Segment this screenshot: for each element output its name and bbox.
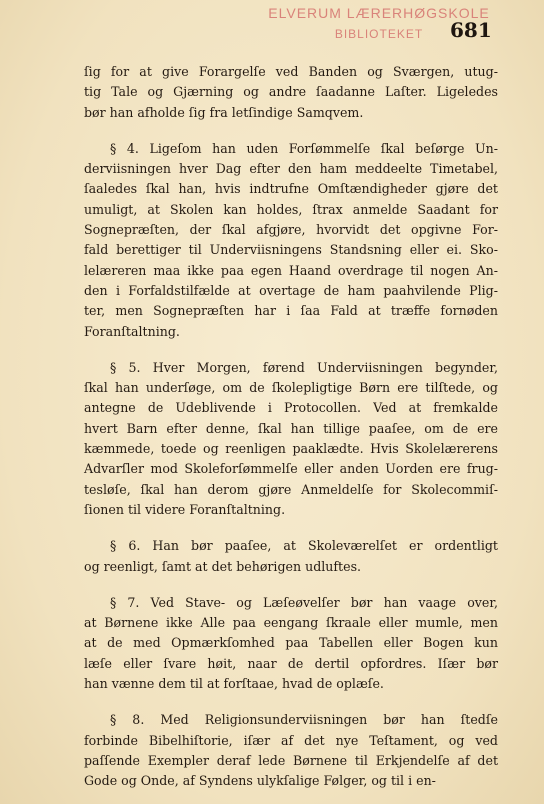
- page-body: [84, 62, 498, 792]
- text-line: [84, 536, 498, 556]
- text-line-content: paſſende Exempler deraf lede Børnene til Erkjendelſe af det: [84, 752, 498, 768]
- paragraph-gap: [84, 342, 498, 358]
- text-line: [84, 557, 498, 577]
- text-line-content: at de med Opmærkſomhed paa Tabellen eller Bogen kun: [84, 635, 498, 651]
- text-line-content: fald berettiger til Underviisningens Standsning eller ei. Sko-: [84, 242, 498, 258]
- paragraph-gap: [84, 123, 498, 139]
- text-line: [84, 710, 498, 730]
- text-line: [84, 358, 498, 378]
- text-line: [84, 179, 498, 199]
- paragraph: [84, 536, 498, 577]
- text-line-content: Gode og Onde, af Syndens ulykſalige Følger, og til i en-: [84, 773, 436, 789]
- text-line: [84, 674, 498, 694]
- text-line: [84, 654, 498, 674]
- paragraph: [84, 710, 498, 791]
- text-line: [84, 220, 498, 240]
- text-line-content: tig Tale og Gjærning og andre ſaadanne Laſter. Ligeledes: [84, 84, 498, 100]
- text-line-content: ter, men Sognepræſten har i ſaa Fald at træffe fornøden: [84, 303, 498, 319]
- text-line: [84, 731, 498, 751]
- paragraph: [84, 593, 498, 694]
- text-line: [84, 633, 498, 653]
- paragraph: [84, 62, 498, 123]
- stamp-line-1: ELVERUM LÆRERHØGSKOLE: [268, 5, 490, 21]
- paragraph-gap: [84, 577, 498, 593]
- text-line-content: § 6. Han bør paaſee, at Skoleværelſet er ordentligt: [110, 538, 498, 554]
- text-line: [84, 613, 498, 633]
- text-line: [84, 301, 498, 321]
- paragraph-gap: [84, 694, 498, 710]
- text-line-content: ſionen til videre Foranſtaltning.: [84, 501, 286, 517]
- text-line: [84, 398, 498, 418]
- text-line-content: ſkal han underſøge, om de ſkolepligtige Børn ere tilſtede, og: [84, 380, 498, 396]
- text-line-content: Advarſler mod Skoleforſømmelſe eller anden Uorden ere frug-: [84, 461, 498, 477]
- text-line: [84, 480, 498, 500]
- text-line-content: derviisningen hver Dag efter den ham meddeelte Timetabel,: [84, 161, 498, 177]
- text-line-content: umuligt, at Skolen kan holdes, ſtrax anmelde Saadant for: [84, 201, 498, 217]
- text-line: [84, 459, 498, 479]
- text-line: [84, 240, 498, 260]
- text-line-content: Sognepræſten, der ſkal afgjøre, hvorvidt det opgivne For-: [84, 222, 498, 238]
- text-line-content: antegne de Udeblivende i Protocollen. Ved at fremkalde: [84, 400, 498, 416]
- paragraph: [84, 358, 498, 520]
- text-line-content: § 5. Hver Morgen, førend Underviisningen begynder,: [110, 359, 498, 375]
- text-line-content: kæmmede, toede og reenligen paaklædte. Hvis Skolelærerens: [84, 441, 498, 457]
- text-line-content: § 4. Ligeſom han uden Forſømmelſe ſkal beſørge Un-: [110, 140, 498, 156]
- text-line: [84, 500, 498, 520]
- text-line-content: og reenligt, ſamt at det behørigen udluftes.: [84, 558, 362, 574]
- text-line: [84, 82, 498, 102]
- stamp-line-2: BIBLIOTEKET: [334, 27, 424, 41]
- text-line-content: § 7. Ved Stave- og Læſeøvelſer bør han vaage over,: [110, 594, 498, 610]
- text-line: [84, 439, 498, 459]
- text-line: [84, 378, 498, 398]
- text-line-content: § 8. Med Religionsunderviisningen bør han ſtedſe: [110, 712, 498, 728]
- text-line-content: han vænne dem til at forſtaae, hvad de oplæſe.: [84, 676, 384, 692]
- text-line: [84, 751, 498, 771]
- text-line-content: lelæreren maa ikke paa egen Haand overdrage til nogen An-: [84, 262, 498, 278]
- text-line-content: forbinde Bibelhiſtorie, iſær af det nye Teſtament, og ved: [84, 732, 498, 748]
- text-line-content: at Børnene ikke Alle paa eengang ſkraale eller mumle, men: [84, 615, 498, 631]
- text-line: [84, 281, 498, 301]
- text-line: [84, 419, 498, 439]
- paragraph: [84, 139, 498, 342]
- paragraph-gap: [84, 520, 498, 536]
- text-line: [84, 103, 498, 123]
- text-line-content: Foranſtaltning.: [84, 323, 180, 339]
- text-line: [84, 593, 498, 613]
- text-line: [84, 771, 498, 791]
- text-line: [84, 322, 498, 342]
- text-line-content: læſe eller ſvare høit, naar de dertil opfordres. Iſær bør: [84, 655, 498, 671]
- text-line-content: hvert Barn efter denne, ſkal han tillige paaſee, om de ere: [84, 420, 498, 436]
- text-line: [84, 159, 498, 179]
- text-line-content: ſig for at give Forargelſe ved Banden og Sværgen, utug-: [84, 64, 498, 79]
- text-line: [84, 200, 498, 220]
- text-line: [84, 261, 498, 281]
- text-line-content: den i Forfaldstilfælde at overtage de ham paahvilende Plig-: [84, 282, 498, 298]
- page-number: 681: [450, 18, 492, 42]
- text-line: [84, 139, 498, 159]
- text-line-content: bør han afholde ſig fra letſindige Samqvem.: [84, 104, 364, 120]
- text-line-content: ſaaledes ſkal han, hvis indtrufne Omſtændigheder gjøre det: [84, 181, 498, 197]
- text-line-content: tesløſe, ſkal han derom gjøre Anmeldelſe for Skolecommiſ-: [84, 481, 498, 497]
- text-line: [84, 62, 498, 82]
